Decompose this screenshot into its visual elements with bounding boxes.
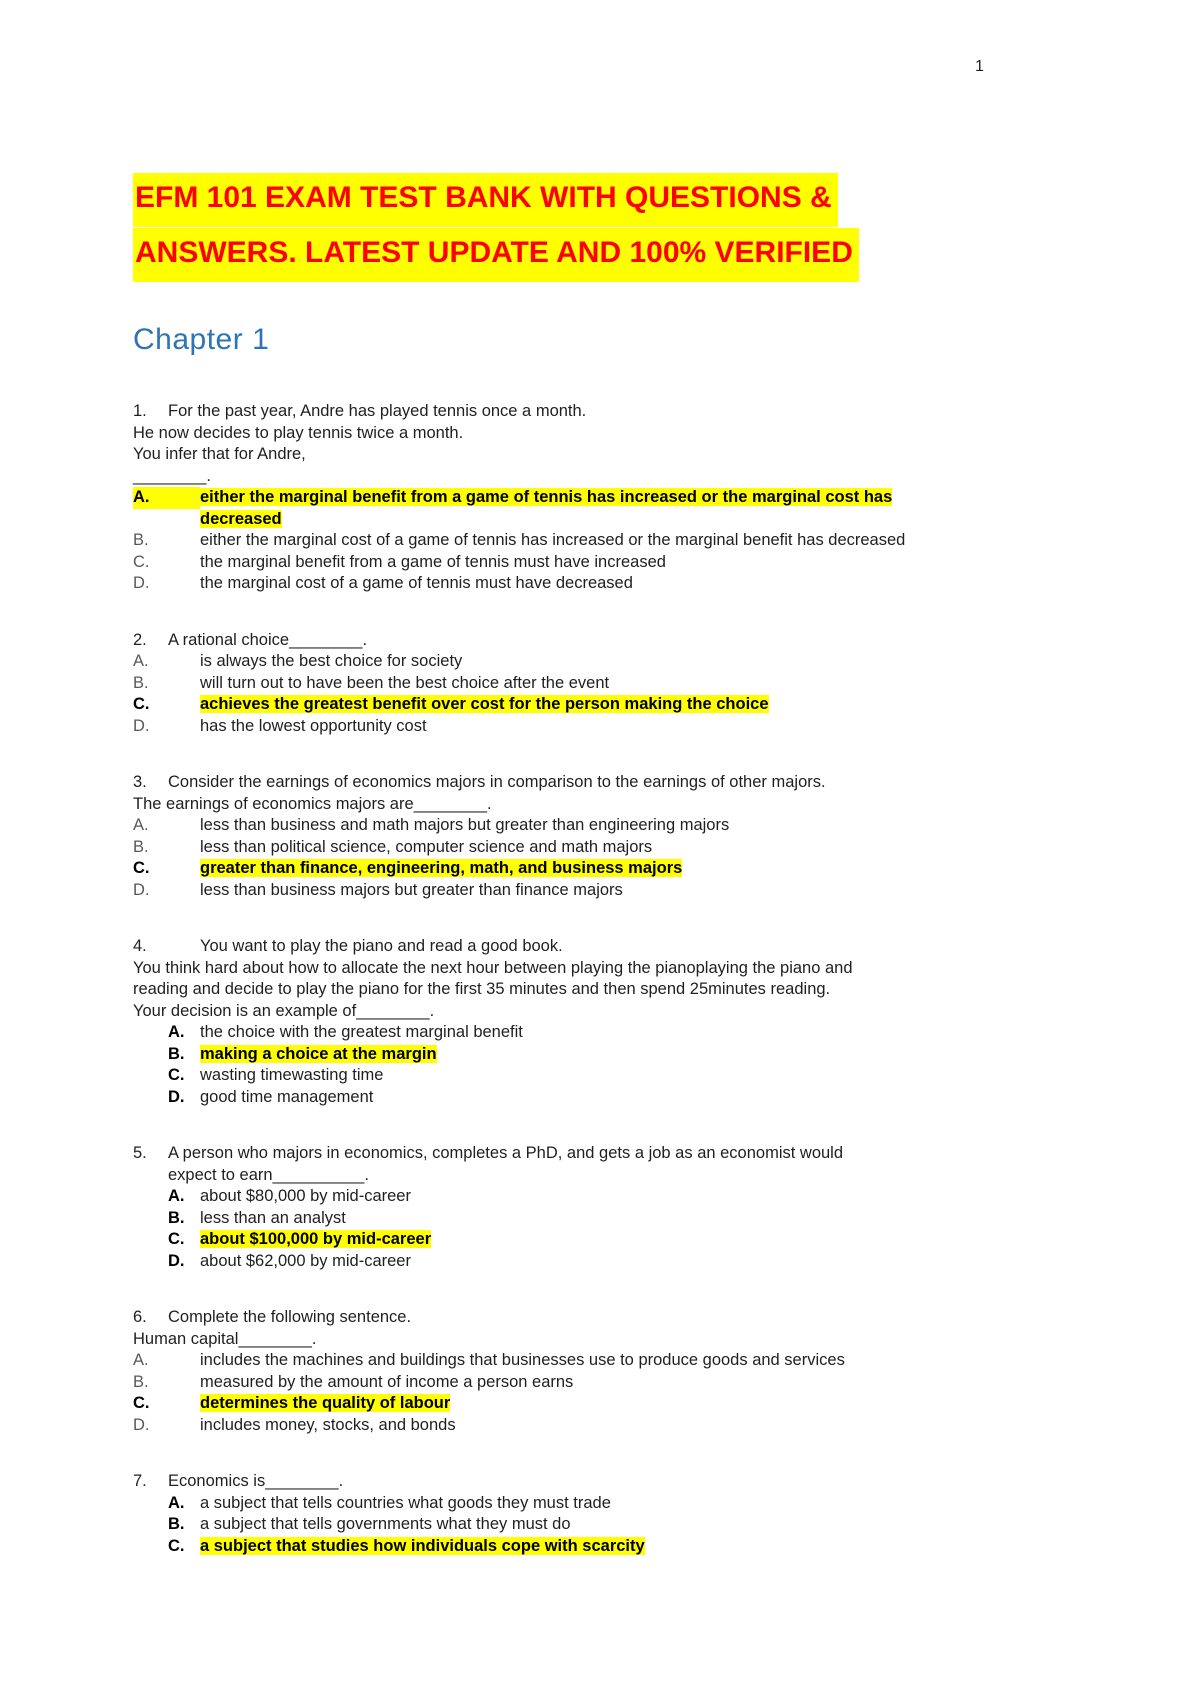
option-letter: C.	[133, 552, 150, 571]
answer-option	[133, 880, 1013, 902]
question-block	[133, 1143, 1013, 1272]
option-letter: A.	[133, 487, 200, 509]
answer-option	[133, 1065, 1013, 1087]
option-text-span: a subject that tells governments what they must do	[200, 1515, 571, 1533]
option-text-span: less than an analyst	[200, 1208, 346, 1227]
option-letter: D.	[133, 880, 150, 899]
answer-option-correct	[133, 1044, 1013, 1066]
option-text-span: good time management	[200, 1087, 374, 1106]
option-text-span: determines the quality of labour	[200, 1394, 451, 1412]
option-text-span: less than political science, computer science and math majors	[200, 837, 653, 856]
answer-option-correct	[133, 1393, 1013, 1415]
question-intro-line	[133, 630, 1013, 652]
question-list	[133, 401, 1013, 1592]
option-letter: C.	[168, 1230, 185, 1248]
option-letter: A.	[133, 1351, 149, 1369]
option-text-span: includes money, stocks, and bonds	[200, 1415, 456, 1434]
question-intro-line: The earnings of economics majors are________.	[133, 794, 492, 813]
option-letter: D.	[168, 1251, 185, 1270]
option-letter: A.	[133, 652, 149, 670]
question-block	[133, 630, 1013, 738]
option-text-span: will turn out to have been the best choice after the event	[200, 673, 610, 692]
question-intro-line: You think hard about how to allocate the next hour between playing the pianoplaying the piano and	[133, 958, 853, 977]
answer-option	[133, 1372, 1013, 1394]
option-letter: B.	[133, 837, 149, 856]
question-block	[133, 936, 1013, 1108]
question-intro-line	[133, 1143, 1013, 1165]
option-letter: A.	[133, 816, 149, 834]
option-text	[200, 1022, 523, 1044]
option-letter: C.	[168, 1066, 185, 1084]
option-text	[200, 1350, 845, 1372]
option-text-span: achieves the greatest benefit over cost for the person making the choice	[200, 695, 769, 713]
option-text-span: less than business and math majors but greater than engineering majors	[200, 816, 730, 834]
option-text-span: a subject that studies how individuals cope with scarcity	[200, 1536, 645, 1555]
option-text-span: about $100,000 by mid-career	[200, 1230, 432, 1248]
option-text	[200, 1229, 431, 1251]
option-letter: C.	[133, 1394, 150, 1412]
answer-option	[133, 837, 1013, 859]
question-intro-line: ________.	[133, 466, 211, 485]
option-text-span: wasting timewasting time	[200, 1066, 384, 1084]
option-text-span: the marginal benefit from a game of tennis must have increased	[200, 552, 666, 571]
option-letter: C.	[168, 1536, 185, 1555]
answer-option-correct	[133, 487, 1013, 530]
answer-option	[133, 530, 1013, 552]
option-text	[200, 651, 462, 673]
question-text: For the past year, Andre has played tennis once a month.	[168, 402, 587, 420]
question-intro-line: expect to earn__________.	[168, 1165, 369, 1184]
option-text-span: is always the best choice for society	[200, 652, 463, 670]
option-text-span: about $80,000 by mid-career	[200, 1187, 411, 1205]
question-block	[133, 1307, 1013, 1436]
option-text	[200, 673, 609, 695]
question-number: 1.	[133, 402, 147, 420]
question-intro-line: He now decides to play tennis twice a month.	[133, 423, 464, 442]
answer-option	[133, 552, 1013, 574]
option-letter: D.	[168, 1087, 185, 1106]
option-text	[200, 1208, 346, 1230]
option-letter: B.	[168, 1515, 185, 1533]
chapter-heading: Chapter 1	[133, 323, 270, 356]
option-letter: B.	[133, 531, 149, 549]
option-text	[200, 1415, 456, 1437]
document-title-line-2: ANSWERS. LATEST UPDATE AND 100% VERIFIED	[133, 228, 859, 282]
option-text	[200, 1065, 383, 1087]
option-text	[200, 716, 427, 738]
question-block	[133, 772, 1013, 901]
question-intro-line	[133, 772, 1013, 794]
option-letter: C.	[133, 859, 150, 877]
option-text-span: measured by the amount of income a person earns	[200, 1372, 574, 1391]
answer-option-correct	[133, 1536, 1013, 1558]
option-letter: D.	[133, 1415, 150, 1434]
question-text: Consider the earnings of economics majors in comparison to the earnings of other majors.	[168, 773, 826, 791]
option-text	[200, 1493, 611, 1515]
option-text-span: less than business majors but greater than finance majors	[200, 880, 623, 899]
question-intro-line: reading and decide to play the piano for the first 35 minutes and then spend 25minutes reading.	[133, 980, 831, 998]
question-text: Complete the following sentence.	[168, 1308, 412, 1326]
option-letter: D.	[133, 716, 150, 735]
answer-option	[133, 1350, 1013, 1372]
answer-option	[133, 1087, 1013, 1109]
option-text-span: either the marginal benefit from a game of tennis has increased or the marginal cost has decreased	[200, 488, 893, 528]
option-text-span: includes the machines and buildings that businesses use to produce goods and services	[200, 1351, 845, 1369]
question-text: Economics is________.	[168, 1472, 344, 1490]
document-title-line-1: EFM 101 EXAM TEST BANK WITH QUESTIONS &	[133, 173, 838, 227]
question-intro-line	[133, 1471, 1013, 1493]
answer-option	[133, 716, 1013, 738]
option-letter: B.	[168, 1208, 185, 1227]
option-letter: A.	[168, 1187, 185, 1205]
answer-option	[133, 1251, 1013, 1273]
page-number: 1	[975, 58, 984, 75]
answer-option	[133, 1186, 1013, 1208]
answer-option	[133, 1415, 1013, 1437]
answer-option	[133, 651, 1013, 673]
question-intro-line: Human capital________.	[133, 1329, 317, 1348]
option-text	[200, 837, 652, 859]
question-intro-line	[133, 401, 1013, 423]
question-number: 2.	[133, 630, 147, 649]
option-text	[200, 1536, 645, 1558]
option-letter: A.	[168, 1493, 185, 1512]
question-number: 3.	[133, 773, 147, 791]
option-text-span: making a choice at the margin	[200, 1044, 437, 1063]
option-text	[200, 815, 729, 837]
option-letter: B.	[168, 1044, 185, 1063]
option-text-span: the marginal cost of a game of tennis must have decreased	[200, 574, 633, 592]
answer-option-correct	[133, 1229, 1013, 1251]
answer-option	[133, 673, 1013, 695]
question-text: You want to play the piano and read a good book.	[200, 937, 563, 955]
option-text	[200, 1044, 437, 1066]
document-title	[133, 173, 1093, 283]
option-text	[200, 1514, 571, 1536]
option-text-span: a subject that tells countries what goods they must trade	[200, 1493, 611, 1512]
question-number: 5.	[133, 1144, 147, 1162]
option-text	[200, 487, 952, 530]
answer-option	[133, 1514, 1013, 1536]
option-letter: D.	[133, 574, 150, 592]
answer-option	[133, 1208, 1013, 1230]
question-intro-line: Your decision is an example of________.	[133, 1001, 435, 1020]
option-text	[200, 1393, 450, 1415]
option-text	[200, 530, 905, 552]
option-text	[200, 694, 769, 716]
option-text	[200, 1251, 411, 1273]
option-text-span: has the lowest opportunity cost	[200, 716, 427, 735]
option-letter: B.	[133, 1372, 149, 1391]
question-text: A rational choice________.	[168, 630, 368, 649]
answer-option-correct	[133, 858, 1013, 880]
answer-option	[133, 1493, 1013, 1515]
option-text	[200, 552, 666, 574]
question-block	[133, 401, 1013, 595]
option-text	[200, 1372, 573, 1394]
option-text-span: the choice with the greatest marginal benefit	[200, 1023, 523, 1041]
option-text	[200, 858, 682, 880]
option-text	[200, 1186, 411, 1208]
option-text-span: greater than finance, engineering, math, and business majors	[200, 859, 683, 877]
answer-option	[133, 815, 1013, 837]
question-number: 4.	[133, 937, 147, 955]
option-text-span: about $62,000 by mid-career	[200, 1251, 411, 1270]
option-letter: B.	[133, 673, 149, 692]
option-text	[200, 1087, 373, 1109]
option-letter: A.	[168, 1023, 185, 1041]
question-intro-line	[133, 1307, 1013, 1329]
option-text	[200, 573, 633, 595]
question-number: 6.	[133, 1308, 147, 1326]
question-text: A person who majors in economics, completes a PhD, and gets a job as an economist would	[168, 1144, 844, 1162]
option-text-span: either the marginal cost of a game of tennis has increased or the marginal benefit has decreased	[200, 531, 906, 549]
question-intro-line: You infer that for Andre,	[133, 445, 306, 463]
answer-option-correct	[133, 694, 1013, 716]
answer-option	[133, 573, 1013, 595]
question-intro-line	[133, 936, 1013, 958]
answer-option	[133, 1022, 1013, 1044]
option-text	[200, 880, 623, 902]
question-block	[133, 1471, 1013, 1557]
option-letter: C.	[133, 695, 150, 713]
question-number: 7.	[133, 1472, 147, 1490]
